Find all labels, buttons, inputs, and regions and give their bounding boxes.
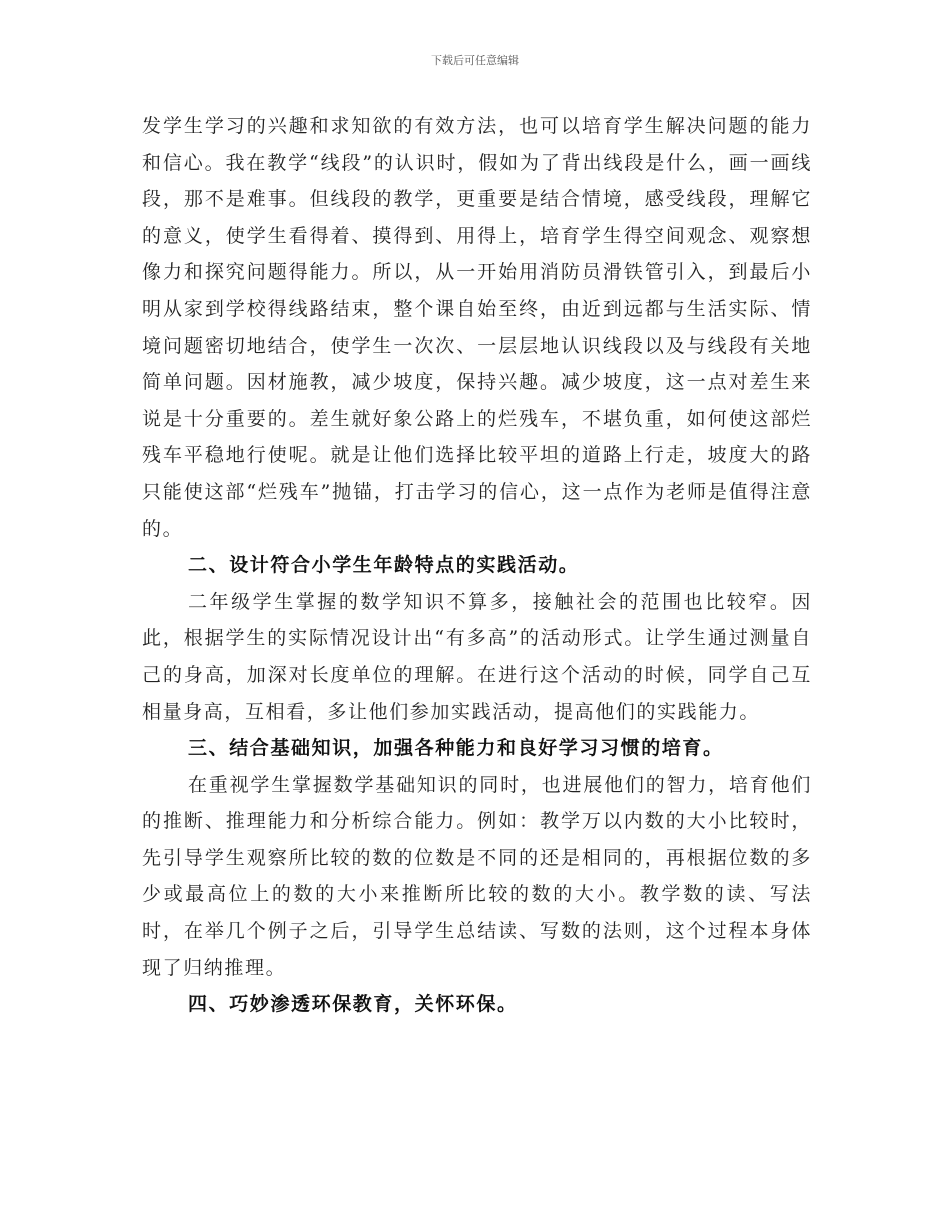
section-heading: 四、巧妙渗透环保教育，关怀环保。 [188, 993, 518, 1016]
body-paragraph: 发学生学习的兴趣和求知欲的有效方法，也可以培育学生解决问题的能力和信心。我在教学“线段”的认识时，假如为了背出线段是什么，画一画线段，那不是难事。但线段的教学，更重要是结合情境，感受线段，理解它的意义，使学生看得着、摸得到、用得上，培育学生得空间观念、观察想像力和探究问题得能力。所以，从一开始用消防员滑铁管引入，到最后小明从家到学校得线路结束，整个课自始至终，由近到远都与生活实际、情境问题密切地结合，使学生一次次、一层层地认识线段以及与线段有关地简单问题。因材施教，减少坡度，保持兴趣。减少坡度，这一点对差生来说是十分重要的。差生就好象公路上的烂残车，不堪负重，如何使这部烂残车平稳地行使呢。就是让他们选择比较平坦的道路上行走，坡度大的路只能使这部“烂残车”抛锚，打击学习的信心，这一点作为老师是值得注意的。 [142, 115, 812, 540]
section-heading: 二、设计符合小学生年龄特点的实践活动。 [188, 554, 580, 577]
section-heading: 三、结合基础知识，加强各种能力和良好学习习惯的培育。 [188, 737, 724, 760]
page-header: 下载后可任意编辑 [431, 54, 519, 67]
body-paragraph: 在重视学生掌握数学基础知识的同时，也进展他们的智力，培育他们的推断、推理能力和分析综合能力。例如：教学万以内数的大小比较时，先引导学生观察所比较的数的位数是不同的还是相同的，再根据位数的多少或最高位上的数的大小来推断所比较的数的大小。教学数的读、写法时，在举几个例子之后，引导学生总结读、写数的法则，这个过程本身体现了归纳推理。 [142, 773, 812, 979]
body-paragraph: 二年级学生掌握的数学知识不算多，接触社会的范围也比较窄。因此，根据学生的实际情况设计出“有多高”的活动形式。让学生通过测量自己的身高，加深对长度单位的理解。在进行这个活动的时候，同学自己互相量身高，互相看，多让他们参加实践活动，提高他们的实践能力。 [142, 590, 812, 723]
document-body [142, 108, 812, 1023]
